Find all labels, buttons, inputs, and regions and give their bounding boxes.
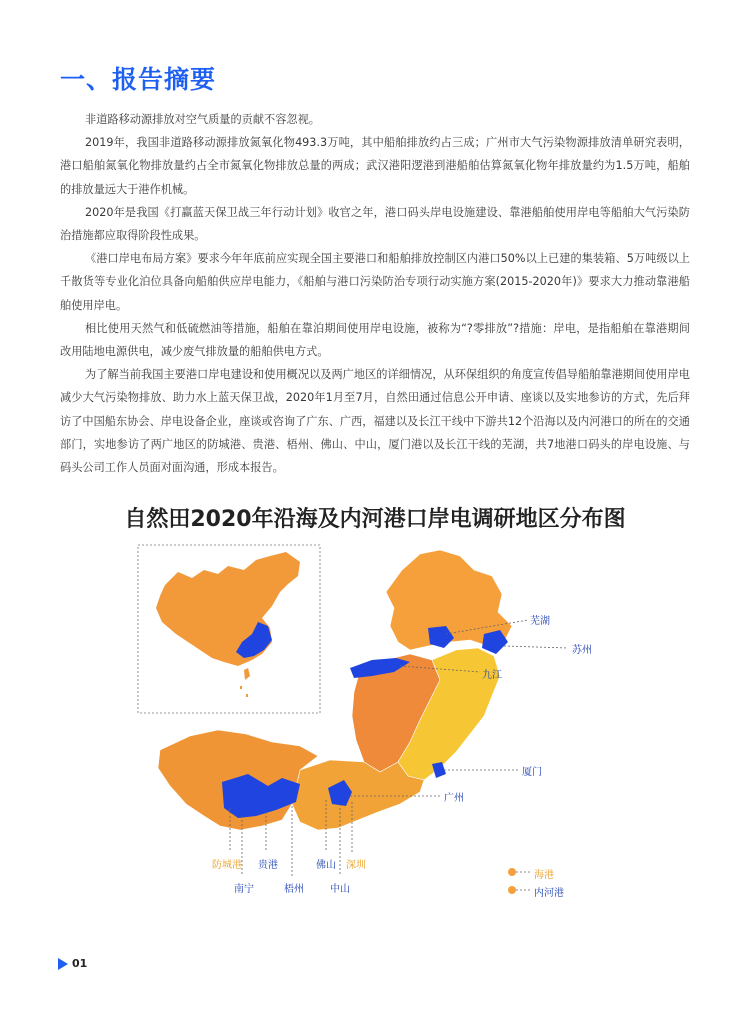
- legend-coastal-icon: [508, 868, 516, 876]
- paragraph-6: 为了解当前我国主要港口岸电建设和使用概况以及两广地区的详细情况，从环保组织的角度宣传倡导船舶靠港期间使用岸电减少大气污染物排放、助力水上蓝天保卫战，2020年1月至7月，自然田通过信息公开申请、座谈以及实地参访的方式，先后拜访了中国船东协会、岸电设备企业，座谈或咨询了广东、广西，福建以及长江干线中下游共12个沿海以及内河港口的所在的交通部门，实地参访了两广地区的防城港、贵港、梧州、佛山、中山，厦门港以及长江干线的芜湖，共7地港口码头的岸电设施、与码头公司工作人员面对面沟通，形成本报告。: [60, 368, 690, 475]
- paragraph-4: 《港口岸电布局方案》要求今年年底前应实现全国主要港口和船舶排放控制区内港口50%以上已建的集装箱、5万吨级以上千散货等专业化泊位具备向船舶供应岸电能力，《船舶与港口污染防治专项行动实施方案(2015-2020年)》要求大力推动靠港船舶使用岸电。: [60, 252, 690, 312]
- label-suzhou: 苏州: [572, 645, 592, 656]
- label-guangzhou: 广州: [444, 793, 464, 804]
- page-number: 01: [72, 957, 88, 970]
- paragraph-3: 2020年是我国《打赢蓝天保卫战三年行动计划》收官之年，港口码头岸电设施建设、靠港船舶使用岸电等船舶大气污染防治措施都应取得阶段性成果。: [60, 205, 690, 243]
- legend-inland-label: 内河港: [534, 888, 564, 899]
- page-marker-icon: [58, 958, 68, 970]
- label-wuhu: 芜湖: [530, 616, 550, 627]
- inset-island-3: [246, 694, 248, 697]
- label-xiamen: 厦门: [522, 767, 542, 778]
- label-foshan: 佛山: [316, 860, 336, 871]
- paragraph-5: 相比使用天然气和低硫燃油等措施，船舶在靠泊期间使用岸电设施，被称为“?零排放”?措施：岸电，是指船舶在靠港期间改用陆地电源供电，减少废气排放量的船舶供电方式。: [60, 321, 690, 359]
- legend-inland-icon: [508, 886, 516, 894]
- summary-body: [60, 108, 690, 479]
- map-figure: [0, 530, 750, 930]
- section-heading: 一、报告摘要: [60, 65, 217, 94]
- leader-suzhou: [504, 646, 568, 648]
- label-wuzhou: 梧州: [284, 884, 304, 895]
- label-shenzhen: 深圳: [346, 860, 366, 871]
- map-title: 自然田2020年沿海及内河港口岸电调研地区分布图: [124, 507, 626, 532]
- map-region-guangdong: [292, 760, 424, 830]
- legend-coastal-label: 海港: [534, 870, 554, 881]
- paragraph-2: 2019年，我国非道路移动源排放氮氧化物493.3万吨，其中船舶排放约占三成；广州市大气污染物源排放清单研究表明，港口船舶氮氧化物排放量约占全市氮氧化物排放总量的两成；武汉港阳逻港到港船舶估算氮氧化物年排放量约为1.5万吨，船舶的排放量远大于港作机械。: [60, 136, 690, 196]
- inset-china-map: [156, 552, 300, 666]
- label-zhongshan: 中山: [330, 884, 350, 895]
- label-fangchenggang: 防城港: [212, 860, 242, 871]
- label-guigang: 贵港: [258, 860, 278, 871]
- inset-island: [244, 668, 250, 680]
- inset-island-2: [240, 686, 242, 689]
- label-jiujiang: 九江: [482, 670, 502, 681]
- region-map-svg: [0, 530, 750, 930]
- label-nanning: 南宁: [234, 884, 254, 895]
- paragraph-1: 非道路移动源排放对空气质量的贡献不容忽视。: [85, 113, 320, 126]
